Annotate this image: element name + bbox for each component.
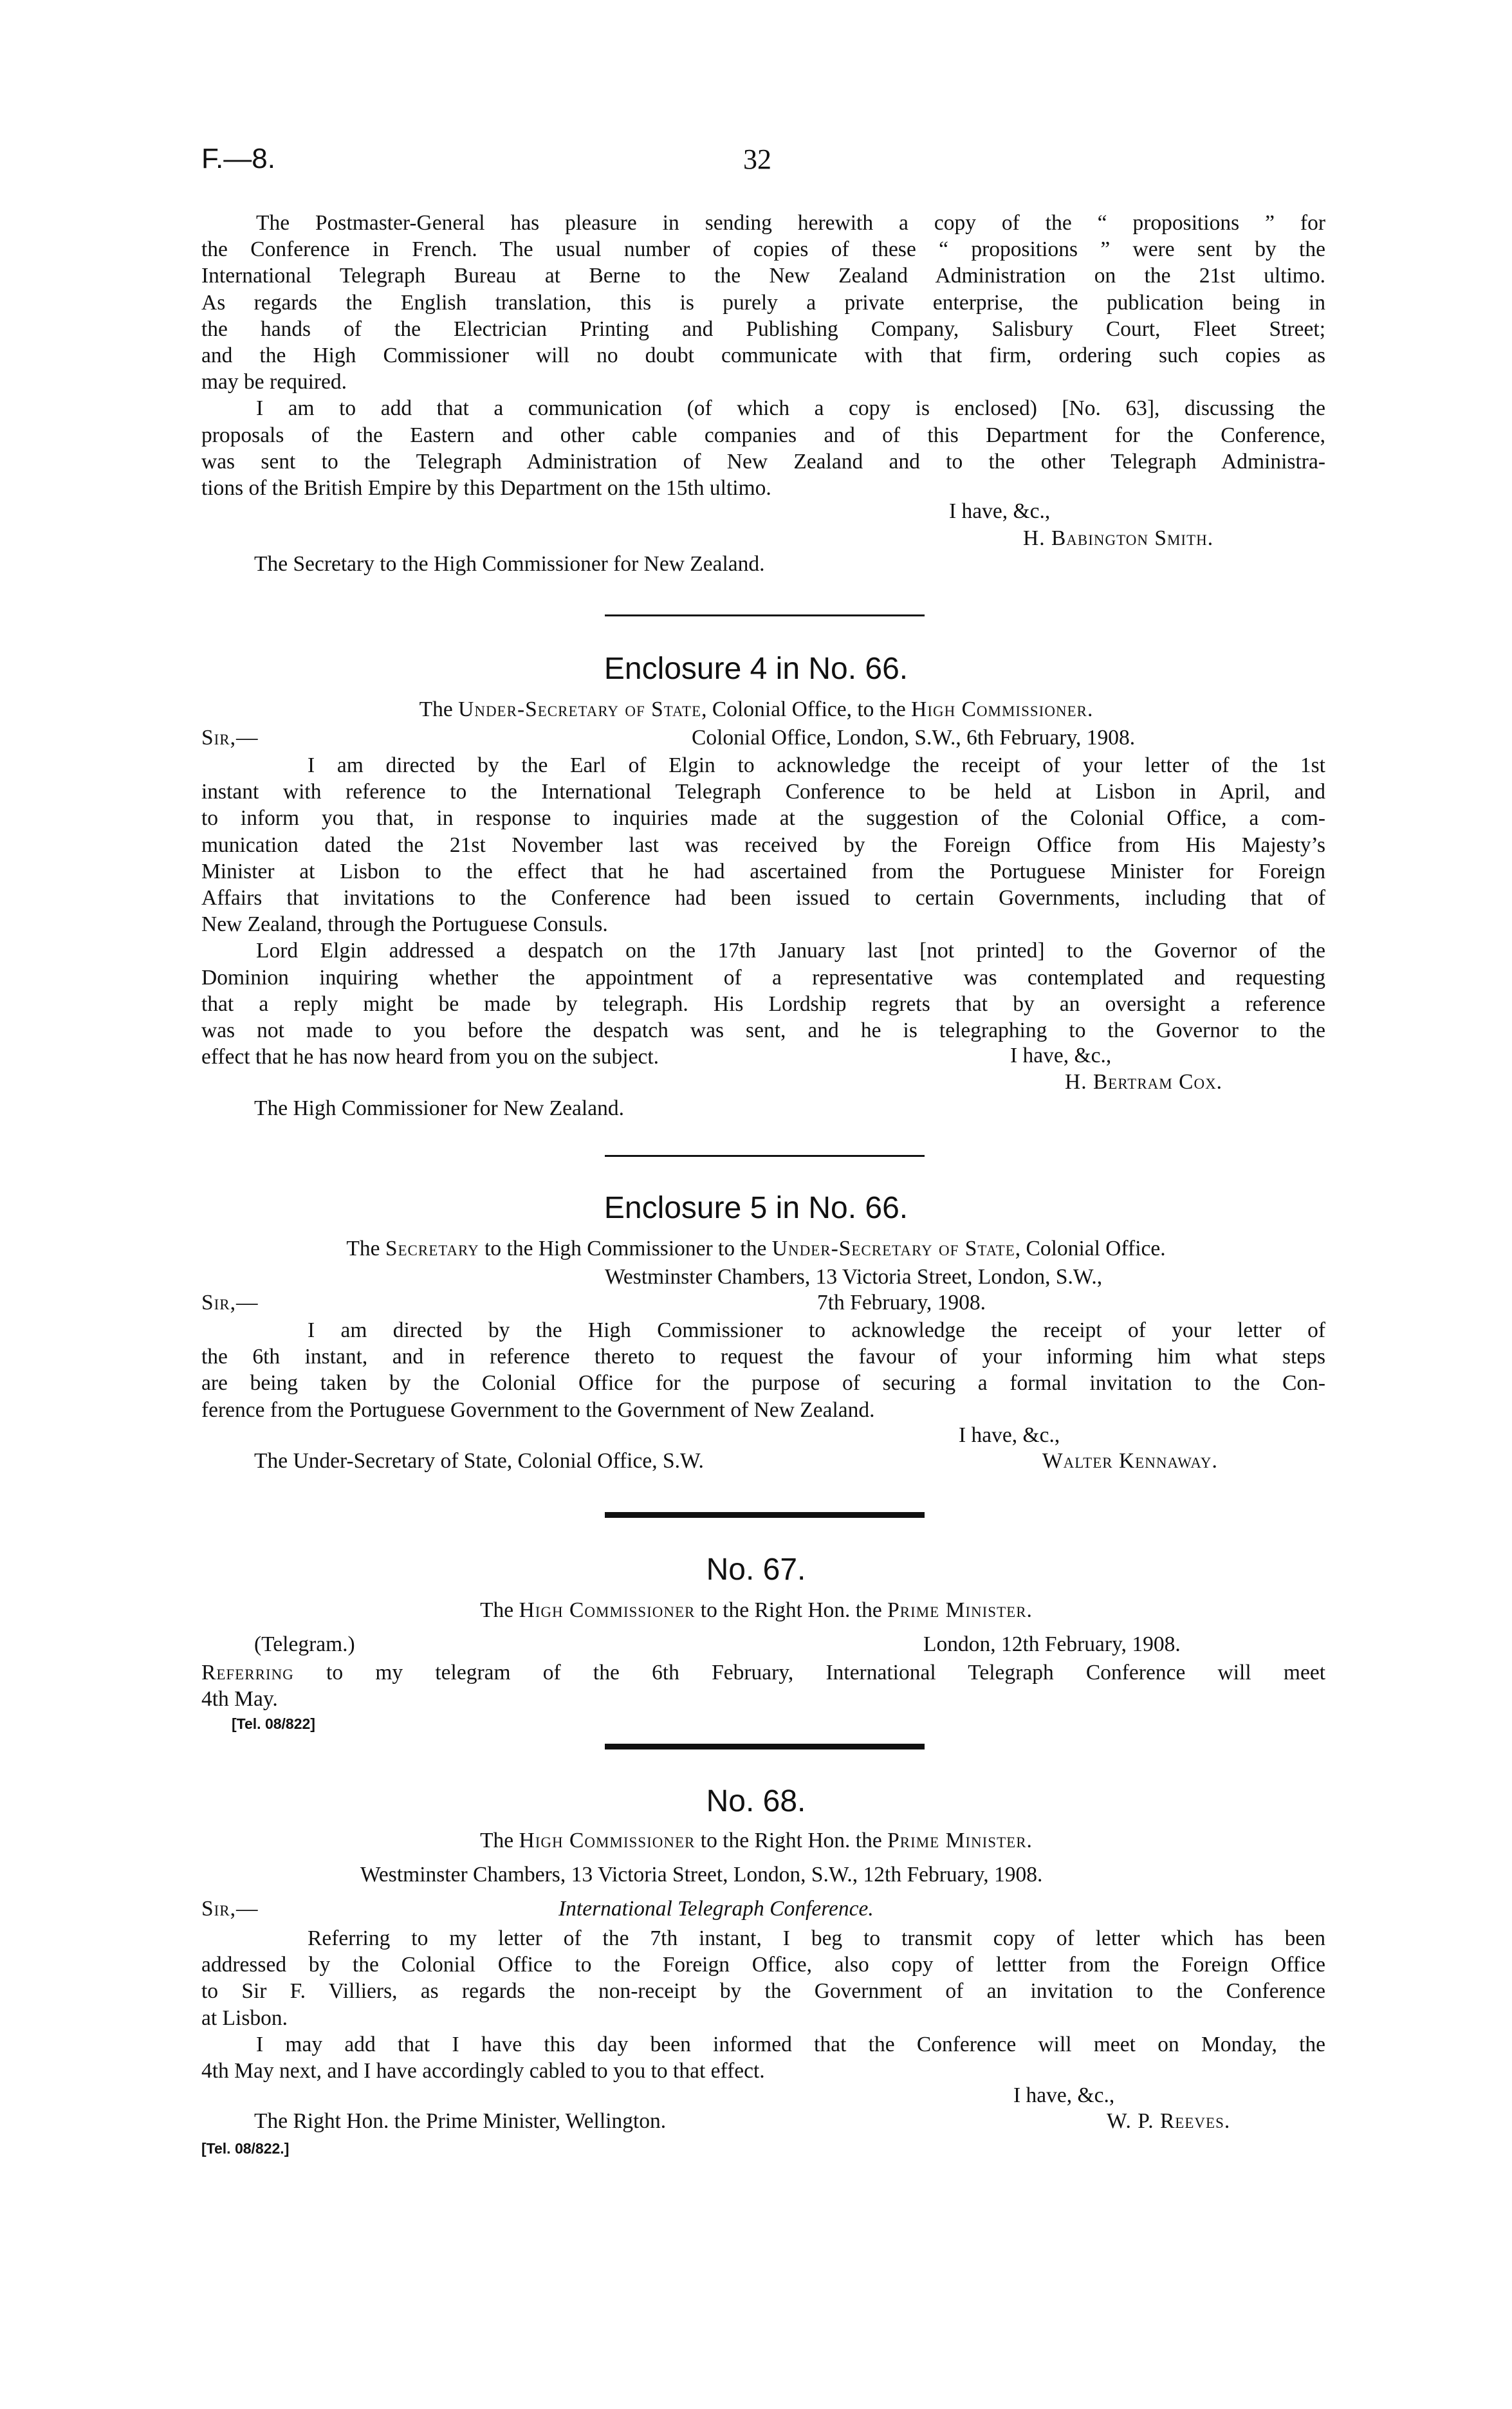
text-line: International Telegraph Bureau at Berne to the New Zealand Administration on the 21st ultimo. (201, 264, 1325, 288)
dateline: London, 12th February, 1908. (923, 1632, 1181, 1656)
text-line: tions of the British Empire by this Department on the 15th ultimo. (201, 475, 771, 500)
addressee: The High Commissioner for New Zealand. (254, 1096, 624, 1120)
closing: I have, &c., (1010, 1044, 1112, 1067)
section-title: Enclosure 5 in No. 66. (604, 1191, 908, 1225)
letter-body (201, 752, 1325, 1070)
text-line: I am directed by the Earl of Elgin to acknowledge the receipt of your letter of the 1st (308, 753, 1325, 777)
text-line: may be required. (201, 370, 347, 394)
text-line: that a reply might be made by telegraph. His Lordship regrets that by an oversight a reference (201, 992, 1325, 1016)
text-line: and the High Commissioner will no doubt communicate with that firm, ordering such copies as (201, 343, 1325, 367)
section-subtitle (0, 1598, 1512, 1623)
subtitle-text: High Commissioner (519, 1829, 696, 1852)
subtitle-text: The (480, 1598, 519, 1622)
addressee: The Right Hon. the Prime Minister, Wellington. (254, 2109, 667, 2133)
subtitle-text: to the Right Hon. the (695, 1829, 888, 1852)
text-line: Minister at Lisbon to the effect that he had ascertained from the Portuguese Minister for Foreign (201, 859, 1325, 883)
text-line: was sent to the Telegraph Administration of New Zealand and to the other Telegraph Administra- (201, 449, 1325, 474)
subtitle-text: . (1026, 1829, 1032, 1852)
signature: Walter Kennaway. (1042, 1449, 1218, 1473)
address-line: 7th February, 1908. (817, 1291, 986, 1315)
text-line: the Conference in French. The usual number of copies of these “ propositions ” were sent by the (201, 237, 1325, 262)
text-line: at Lisbon. (201, 2006, 288, 2030)
text-line: munication dated the 21st November last was received by the Foreign Office from His Majesty’s (201, 833, 1325, 857)
subtitle-text: Prime Minister (887, 1829, 1027, 1852)
subtitle-text: The (480, 1829, 519, 1852)
document-reference: F.—8. (201, 143, 275, 174)
text-line: I am directed by the High Commissioner to acknowledge the receipt of your letter of (308, 1318, 1325, 1342)
subtitle-text: Secretary (385, 1237, 479, 1260)
text-line: New Zealand, through the Portuguese Consuls. (201, 912, 608, 937)
subtitle-text: High Commissioner (911, 697, 1087, 721)
text-line: the hands of the Electrician Printing and Publishing Company, Salisbury Court, Fleet Street; (201, 317, 1325, 341)
text-line: to inform you that, in response to inquiries made at the suggestion of the Colonial Office, a com- (201, 806, 1325, 831)
subtitle-text: Under-Secretary of State (458, 697, 702, 721)
section-divider (605, 1155, 925, 1157)
dateline: Colonial Office, London, S.W., 6th February, 1908. (692, 726, 1136, 750)
telegram-reference: [Tel. 08/822.] (201, 2140, 290, 2157)
text-line: effect that he has now heard from you on the subject. (201, 1045, 659, 1069)
text-line: was not made to you before the despatch was sent, and he is telegraphing to the Governor to the (201, 1018, 1325, 1042)
subtitle-text: , Colonial Office, to the (701, 697, 912, 721)
page-number: 32 (743, 143, 771, 175)
text-line: instant with reference to the International Telegraph Conference to be held at Lisbon in April, and (201, 780, 1325, 804)
letter-body (201, 1925, 1325, 2084)
text-line: I may add that I have this day been informed that the Conference will meet on Monday, the (256, 2032, 1325, 2056)
subtitle-text: to the Right Hon. the (695, 1598, 888, 1622)
signature: H. Bertram Cox. (1065, 1070, 1223, 1094)
line-text: to my telegram of the 6th February, International Telegraph Conference will meet (293, 1661, 1325, 1684)
section-title: Enclosure 4 in No. 66. (604, 652, 908, 686)
text-line: As regards the English translation, this is purely a private enterprise, the publication being in (201, 290, 1325, 315)
text-line: Dominion inquiring whether the appointment of a representative was contemplated and requesting (201, 965, 1325, 990)
salutation: Sir,— (201, 1291, 259, 1315)
text-line: proposals of the Eastern and other cable companies and of this Department for the Conference, (201, 423, 1325, 447)
dateline: Westminster Chambers, 13 Victoria Street, London, S.W., 12th February, 1908. (360, 1863, 1043, 1887)
closing: I have, &c., (949, 499, 1051, 523)
section-title: No. 68. (706, 1784, 806, 1818)
text-line: The Postmaster-General has pleasure in sending herewith a copy of the “ propositions ” for (256, 211, 1325, 235)
text-line: ference from the Portuguese Government to the Government of New Zealand. (201, 1398, 875, 1422)
text-line: 4th May next, and I have accordingly cabled to you to that effect. (201, 2058, 765, 2083)
subtitle-text: Prime Minister (887, 1598, 1027, 1622)
text-line: Referring to my letter of the 7th instant, I beg to transmit copy of letter which has been (308, 1926, 1325, 1950)
addressee: The Secretary to the High Commissioner for New Zealand. (254, 552, 765, 576)
address-line: Westminster Chambers, 13 Victoria Street, London, S.W., (605, 1265, 1103, 1289)
closing: I have, &c., (959, 1423, 1060, 1447)
telegram-reference: [Tel. 08/822] (232, 1715, 315, 1732)
section-subtitle (0, 697, 1512, 722)
salutation: Sir,— (201, 726, 259, 750)
salutation: Sir,— (201, 1897, 259, 1921)
letter-body (201, 1317, 1325, 1423)
section-divider (605, 1512, 925, 1518)
subtitle-text: The (346, 1237, 385, 1260)
lead-word: Referring (201, 1661, 294, 1684)
subtitle-text: Under-Secretary of State (771, 1237, 1015, 1260)
addressee: The Under-Secretary of State, Colonial Office, S.W. (254, 1449, 704, 1473)
text-line: I am to add that a communication (of which a copy is enclosed) [No. 63], discussing the (256, 396, 1325, 421)
closing: I have, &c., (1013, 2083, 1115, 2107)
subject-line: International Telegraph Conference. (558, 1897, 874, 1921)
text-line: addressed by the Colonial Office to the Foreign Office, also copy of lettter from the Foreign Office (201, 1953, 1325, 1977)
telegram-label: (Telegram.) (254, 1632, 355, 1656)
text-line: 4th May. (201, 1687, 278, 1712)
section-divider (605, 614, 925, 616)
letter-body (201, 210, 1325, 501)
text-line: Lord Elgin addressed a despatch on the 17th January last [not printed] to the Governor of the (256, 939, 1325, 963)
subtitle-text: High Commissioner (519, 1598, 696, 1622)
section-subtitle (0, 1237, 1512, 1261)
section-divider (605, 1744, 925, 1749)
text-line (201, 1659, 1325, 1686)
text-line: to Sir F. Villiers, as regards the non-receipt by the Government of an invitation to the Conference (201, 1979, 1325, 2004)
telegram-body (201, 1659, 1325, 1712)
text-line: are being taken by the Colonial Office for the purpose of securing a formal invitation to the Con- (201, 1371, 1325, 1396)
text-line: Affairs that invitations to the Conference had been issued to certain Governments, including that of (201, 885, 1325, 910)
subtitle-text: . (1087, 697, 1093, 721)
signature: W. P. Reeves. (1107, 2109, 1231, 2133)
section-subtitle (0, 1829, 1512, 1853)
subtitle-text: to the High Commissioner to the (479, 1237, 772, 1260)
subtitle-text: , Colonial Office. (1015, 1237, 1166, 1260)
subtitle-text: The (419, 697, 459, 721)
subtitle-text: . (1026, 1598, 1032, 1622)
section-title: No. 67. (706, 1553, 806, 1587)
text-line: the 6th instant, and in reference thereto to request the favour of your informing him what steps (201, 1345, 1325, 1369)
signature: H. Babington Smith. (1023, 526, 1214, 550)
